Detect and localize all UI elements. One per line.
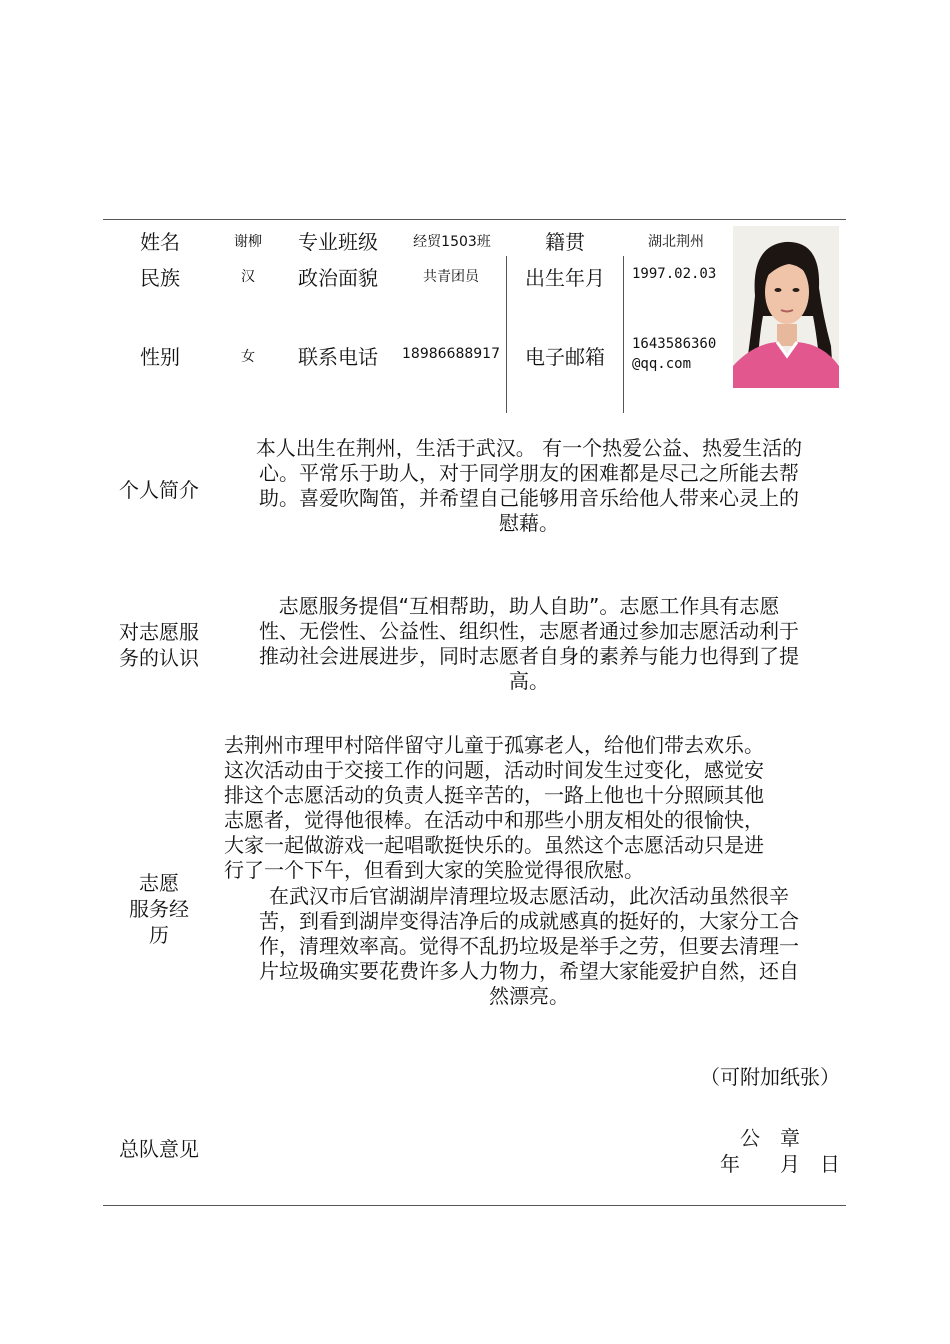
intro-line: 慰藉。 — [499, 511, 559, 535]
experience-line: 作，清理效率高。觉得不乱扔垃圾是举手之劳，但要去清理一 — [259, 934, 799, 958]
divider-birth-left — [506, 256, 507, 413]
date-text: 年 月 日 — [720, 1152, 840, 1176]
experience-label-line: 历 — [149, 923, 169, 947]
phone-label: 联系电话 — [298, 345, 378, 369]
birth-label: 出生年月 — [525, 266, 605, 290]
origin-value: 湖北荆州 — [648, 234, 704, 250]
experience-line: 排这个志愿活动的负责人挺辛苦的，一路上他也十分照顾其他 — [224, 783, 764, 807]
experience-label-line: 志愿 — [139, 871, 179, 895]
political-label: 政治面貌 — [298, 266, 378, 290]
understanding-label — [103, 619, 215, 671]
name-label: 姓名 — [140, 230, 180, 254]
experience-line: 行了一个下午，但看到大家的笑脸觉得很欣慰。 — [224, 858, 644, 882]
experience-label-line: 服务经 — [129, 897, 189, 921]
email-value-line1: 1643586360 — [632, 336, 717, 352]
major-value: 经贸1503班 — [413, 234, 491, 250]
intro-line: 心。平常乐于助人，对于同学朋友的困难都是尽己之所能去帮 — [259, 461, 799, 485]
experience-line: 然漂亮。 — [489, 984, 569, 1008]
person-photo-icon — [733, 226, 839, 388]
experience-line: 在武汉市后官湖湖岸清理垃圾志愿活动，此次活动虽然很辛 — [269, 884, 789, 908]
top-border — [103, 219, 846, 220]
experience-label — [103, 870, 215, 948]
experience-line: 这次活动由于交接工作的问题，活动时间发生过变化，感觉安 — [224, 758, 764, 782]
understanding-label-line: 对志愿服 — [119, 620, 199, 644]
ethnicity-value: 汉 — [241, 269, 255, 285]
experience-line: 片垃圾确实要花费许多人力物力，希望大家能爱护自然，还自 — [259, 959, 799, 983]
political-value: 共青团员 — [423, 269, 479, 285]
experience-line: 去荆州市理甲村陪伴留守儿童于孤寡老人，给他们带去欢乐。 — [224, 733, 764, 757]
extra-paper-note: （可附加纸张） — [700, 1065, 840, 1089]
understanding-line: 志愿服务提倡“互相帮助，助人自助”。志愿工作具有志愿 — [278, 594, 780, 618]
person-photo — [733, 226, 839, 388]
major-label: 专业班级 — [298, 230, 378, 254]
divider-birth-right — [623, 256, 624, 413]
understanding-text — [218, 594, 840, 694]
experience-line: 大家一起做游戏一起唱歌挺快乐的。虽然这个志愿活动只是进 — [224, 833, 764, 857]
email-label: 电子邮箱 — [525, 345, 605, 369]
intro-label: 个人简介 — [119, 478, 199, 502]
intro-line: 助。喜爱吹陶笛，并希望自己能够用音乐给他人带来心灵上的 — [259, 486, 799, 510]
understanding-line: 高。 — [509, 669, 549, 693]
birth-value: 1997.02.03 — [632, 266, 717, 282]
experience-text — [224, 733, 840, 883]
experience-line: 志愿者，觉得他很棒。在活动中和那些小朋友相处的很愉快， — [224, 808, 764, 832]
intro-text — [218, 436, 840, 536]
name-value: 谢柳 — [234, 234, 262, 250]
ethnicity-label: 民族 — [140, 266, 180, 290]
seal-text: 公 章 — [740, 1126, 800, 1150]
understanding-line: 推动社会进展进步，同时志愿者自身的素养与能力也得到了提 — [259, 644, 799, 668]
gender-value: 女 — [241, 349, 255, 365]
origin-label: 籍贯 — [545, 230, 585, 254]
intro-line: 本人出生在荆州，生活于武汉。 有一个热爱公益、热爱生活的 — [255, 436, 803, 460]
understanding-label-line: 务的认识 — [119, 646, 199, 670]
experience-line: 苦，到看到湖岸变得洁净后的成就感真的挺好的，大家分工合 — [259, 909, 799, 933]
gender-label: 性别 — [140, 345, 180, 369]
understanding-line: 性、无偿性、公益性、组织性，志愿者通过参加志愿活动利于 — [259, 619, 799, 643]
opinion-label: 总队意见 — [119, 1137, 199, 1161]
email-value-line2: @qq.com — [632, 356, 692, 372]
bottom-border — [103, 1205, 846, 1206]
experience-text-2 — [218, 884, 840, 1009]
phone-value: 18986688917 — [402, 346, 500, 362]
